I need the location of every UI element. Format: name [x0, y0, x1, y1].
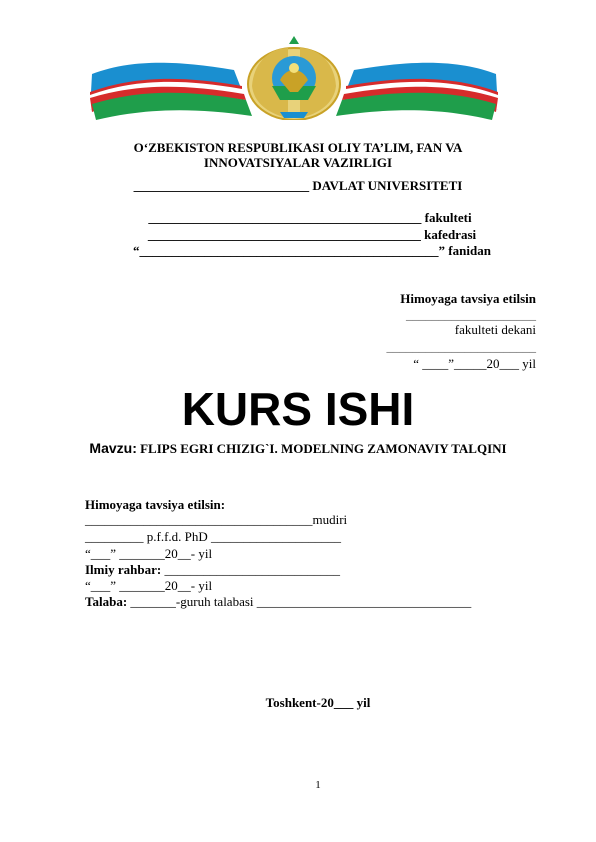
date-line-1: “___” _______20__- yil: [85, 546, 213, 561]
ministry-line-1: O‘ZBEKISTON RESPUBLIKASI OLIY TA’LIM, FAN VA: [133, 140, 463, 155]
pffd-label: p.f.f.d. PhD: [143, 529, 212, 544]
department-label: kafedrasi: [420, 227, 477, 242]
approval-heading: Himoyaga tavsiya etilsin: [400, 291, 536, 306]
faculty-label: fakulteti: [421, 210, 472, 225]
university-blank: ___________________________: [133, 178, 310, 193]
date-line-2: “___” _______20__- yil: [85, 578, 213, 593]
left-flag: [90, 63, 252, 120]
pffd-blank: _________: [85, 529, 144, 544]
student-label: Talaba:: [85, 594, 128, 609]
student-name-blank: _________________________________: [256, 594, 472, 609]
document-title: KURS ISHI: [181, 383, 415, 435]
subject-line: [14, 243, 596, 259]
supervisor-blank: ___________________________: [161, 562, 340, 577]
coat-of-arms: [248, 36, 340, 120]
subject-open-quote: “: [133, 243, 140, 258]
department-blank: __________________________________________: [147, 227, 421, 242]
supervisor-line: [85, 562, 340, 578]
topic-line: [0, 440, 596, 457]
supervisor-label: Ilmiy rahbar:: [85, 562, 162, 577]
subject-label: ” fanidan: [438, 243, 491, 258]
pffd-blank-2: ____________________: [211, 529, 342, 544]
topic-label: Mavzu:: [89, 440, 137, 456]
approval-blank-2: _______________________: [386, 339, 536, 354]
dean-label: fakulteti dekani: [454, 322, 536, 337]
university-line: [0, 178, 596, 194]
student-group-blank: _______: [127, 594, 176, 609]
student-group-label: -guruh talabasi: [175, 594, 257, 609]
topic-text: FLIPS EGRI CHIZIG`I. MODELNING ZAMONAVIY TALQINI: [140, 441, 507, 456]
page-number: 1: [315, 779, 321, 791]
student-line: [85, 594, 471, 610]
state-emblem-flags-image: [84, 34, 504, 120]
approval-date: “ ____”_____20___ yil: [413, 356, 536, 371]
faculty-blank: __________________________________________: [148, 210, 422, 225]
pffd-line: [85, 529, 341, 545]
university-label: DAVLAT UNIVERSITETI: [309, 178, 463, 193]
recommend-label: Himoyaga tavsiya etilsin:: [85, 497, 226, 512]
approval-blank-1: ____________________: [406, 307, 536, 322]
city-year: Toshkent-20___ yil: [265, 695, 371, 710]
head-line-label: mudiri: [312, 512, 348, 527]
head-line-blank: ___________________________________: [85, 512, 313, 527]
right-flag: [336, 63, 498, 120]
subject-blank: ______________________________________________: [139, 243, 439, 258]
ministry-line-2: INNOVATSIYALAR VAZIRLIGI: [203, 155, 393, 170]
faculty-line: [12, 210, 596, 226]
department-line: [14, 227, 596, 243]
head-line: [85, 512, 347, 528]
